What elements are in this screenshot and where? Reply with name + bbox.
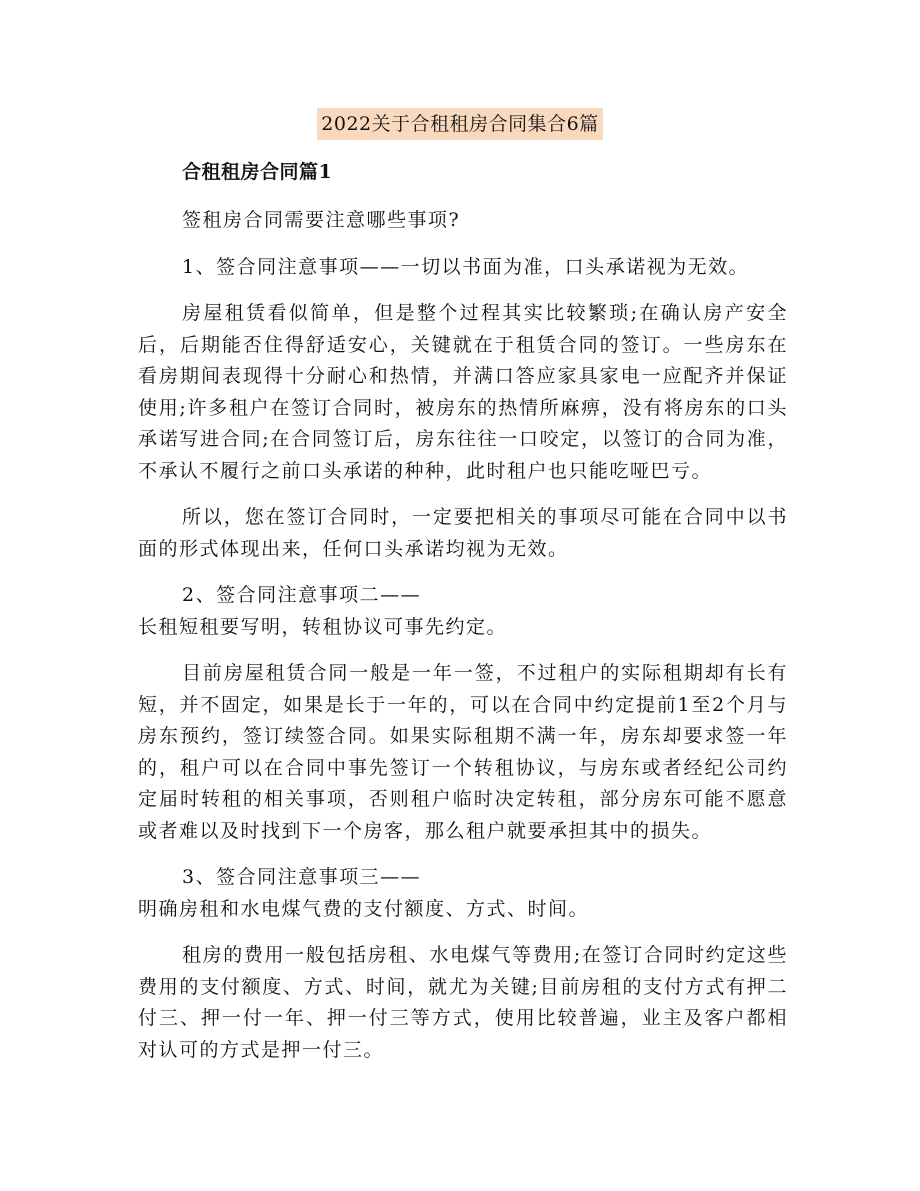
item-2-paragraph <box>138 580 788 643</box>
section-heading: 合租租房合同篇1 <box>182 161 333 183</box>
item-3-heading: 3、签合同注意事项三—— <box>182 866 422 888</box>
body-paragraph-2: 所以，您在签订合同时，一定要把相关的事项尽可能在合同中以书面的形式体现出来，任何口头承诺均视为无效。 <box>138 506 788 560</box>
title-wrapper <box>0 108 920 140</box>
item-3-paragraph <box>138 862 788 925</box>
document-body <box>138 205 788 1081</box>
question-paragraph: 签租房合同需要注意哪些事项? <box>182 209 461 231</box>
item-2-heading: 2、签合同注意事项二—— <box>182 584 422 606</box>
item-3-text: 明确房租和水电煤气费的支付额度、方式、时间。 <box>138 897 590 920</box>
document-title: 2022关于合租租房合同集合6篇 <box>317 108 602 140</box>
body-paragraph-3: 目前房屋租赁合同一般是一年一签，不过租户的实际租期却有长有短，并不固定，如果是长于一年的，可以在合同中约定提前1至2个月与房东预约，签订续签合同。如果实际租期不满一年，房东却要求签一年的，租户可以在合同中事先签订一个转租协议，与房东或者经纪公司约定届时转租的相关事项，否则租户临时决定转租，部分房东可能不愿意或者难以及时找到下一个房客，那么租户就要承担其中的损失。 <box>138 662 788 842</box>
item-2-text: 长租短租要写明，转租协议可事先约定。 <box>138 615 508 638</box>
body-paragraph-4: 租房的费用一般包括房租、水电煤气等费用;在签订合同时约定这些费用的支付额度、方式、时间，就尤为关键;目前房租的支付方式有押二付三、押一付一年、押一付三等方式，使用比较普遍，业主及客户都相对认可的方式是押一付三。 <box>138 944 788 1061</box>
body-paragraph-1: 房屋租赁看似简单，但是整个过程其实比较繁琐;在确认房产安全后，后期能否住得舒适安心，关键就在于租赁合同的签订。一些房东在看房期间表现得十分耐心和热情，并满口答应家具家电一应配齐并保证使用;许多租户在签订合同时，被房东的热情所麻痹，没有将房东的口头承诺写进合同;在合同签订后，房东往往一口咬定，以签订的合同为准，不承认不履行之前口头承诺的种种，此时租户也只能吃哑巴亏。 <box>138 302 788 482</box>
item-1-paragraph: 1、签合同注意事项——一切以书面为准，口头承诺视为无效。 <box>182 255 750 278</box>
